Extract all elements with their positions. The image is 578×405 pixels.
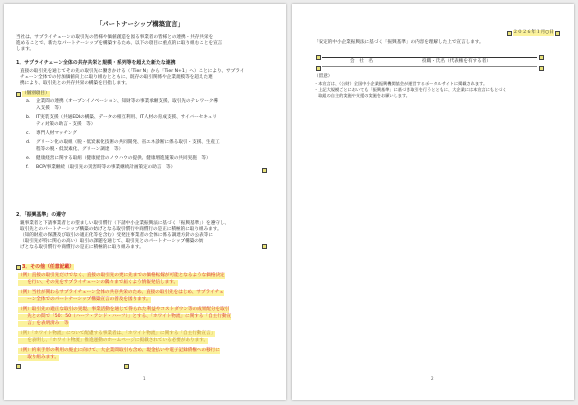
example-item: （例）直接の取引先だけでなく、直接の取引先の更に先までの価格転嫁が可能となるような価格決定 [18,273,225,278]
edit-marker-icon[interactable] [262,244,267,249]
example-item: ーン全体でのパートナーシップ構築宣言の普及を図ります。 [18,297,151,302]
example-label: （個別項目） [22,91,50,96]
edit-marker-icon[interactable] [16,364,21,369]
signature-table-bottom-border [322,66,537,67]
example-item: 取り組みます。 [18,355,59,360]
list-item-marker: f. [26,165,29,170]
representative-label: 役職・氏名（代表権を有する者） [422,59,491,64]
edit-marker-icon[interactable] [316,66,321,71]
notes-heading: （留意） [314,74,333,79]
section-2-body: （知的財産の保護及び取引の適正化等を含む）受発注事業者の全体に係る調達方針の公表等に [20,233,213,238]
list-item: 企業間の連携（オープンイノベーション、知財等の事業承継支援、取引先のテレワーク導 [36,99,219,104]
list-item: ティ対策の助言・支援 等） [36,122,96,127]
page-number: 2 [431,376,434,381]
list-item-marker: e. [26,156,31,161]
intro-line: します。 [16,47,35,52]
intro-line: 当社は、サプライチェーンの取引先の皆様や価値創造を図る事業者の皆様との連携・共存共栄を [16,35,214,40]
section-2-heading: 2．「振興基準」の遵守 [16,212,66,218]
edit-marker-icon[interactable] [16,92,21,97]
section-3-heading: 3．その他（任意記載） [22,264,75,270]
list-item: 入支援 等） [36,106,64,111]
list-item: 程等の脱・低炭素化、グリーン調達 等） [36,147,124,152]
declaration-date: ２０２６年１月○日 [513,30,554,35]
list-item: BCP/事業継続（取引先の災害時等の事業継続計画策定の助言 等） [36,165,176,170]
section-2-body: 親事業者と下請事業者との望ましい取引慣行（下請中小企業振興法に基づく「振興基準」）を遵守し、 [20,221,230,226]
page-number: 1 [143,376,146,381]
section-1-body: チェーン全体での付加価値向上に取り組むとともに、既存の取引関係や企業規模等を超えた連 [20,75,213,80]
section-2-body: 取引先とのパートナーシップ構築の妨げとなる取引慣行や商慣行の是正に積極的に取り組みます。 [20,227,222,232]
example-item: （例）「ホワイト物流」について配慮する事業者は、「ホワイト物流」に関する「自主行動宣言」 [18,331,216,336]
section-1-heading: 1．サプライチェーン全体の共存共栄と規模・系列等を超えた新たな連携 [16,60,176,66]
list-item-marker: c. [26,131,30,136]
section-2-body: （取引先が特に関心の高い）取引の課題を通じて、取引先とのパートナーシップ構築の妨 [20,239,204,244]
example-item: （例）取引先の適正な取引の実現、事業活動を通じて得られた利益やコストダウン等の成果配分を取引 [18,307,230,312]
note-line: ・上記大規模ごとにおいても「振興基準」に基づき取引を行うとともに、大企業には本宣言にもとづく [314,87,507,92]
document-page-1 [4,4,286,400]
section-1-body: 直接の取引先を通じてその先の取引先に働きかける（「Tier N」から「Tier N+1」へ）ことにより、サプライ [20,69,245,74]
list-item: グリーン化の取組（脱・低炭素化技術の共同開発、省エネ診断に係る取引・支援、生産工 [36,140,220,145]
example-item: （例）当社が関わるサプライチェーン全体の共存共栄のため、直接の取引先をはじめ、サプライチェ [18,290,224,295]
edit-marker-icon[interactable] [507,31,512,36]
section-2-body: げとなる取引慣行や商慣行の是正に積極的に取り組みます。 [20,245,144,250]
list-item: 専門人材マッチング [36,131,77,136]
page-title: 「パートナーシップ構築宣言」 [96,21,184,28]
example-item: 先との間で「50：50（ハーフ・アンド・ハーフ）」とする、「ホワイト物流」に関する「自主行動宣 [18,314,232,319]
example-item: を行い、その先をサプライチェーンの隅々まで届くよう情報発信します。 [18,280,179,285]
list-item: 健康経営に関する取組（健康経営のノウハウの提供、健康増進施策の共同実施 等） [36,156,211,161]
edit-marker-icon[interactable] [555,31,560,36]
note-line: 取組の自主的実施や支援の実施をお願いします。 [314,93,410,98]
intro-line: 進めることで、新たなパートナーシップを構築するため、以下の項目に重点的に取り組むことを宣言 [16,41,223,46]
company-name-label: 会 社 名 [350,59,373,64]
signature-table-top-border [322,57,537,58]
example-item: （例）約束手形の利用の廃止に向けて、大企業間取引も含め、現金払いや電子記録債権への移行に [18,348,220,353]
edit-marker-icon[interactable] [539,66,544,71]
example-item: を表明し、「ホワイト物流」推進運動のホームページに掲載されている必要があります。 [18,338,209,343]
list-item-marker: a. [26,99,31,104]
example-item: 言」を表明済み 等 [18,321,69,326]
edit-marker-icon[interactable] [262,168,267,173]
declaration-statement: 「安定的中小企業振興法に基づく「振興基準」の内容を理解した上で宣言します。 [314,40,484,45]
list-item-marker: d. [26,140,31,145]
edit-marker-icon[interactable] [16,265,21,270]
list-item: IT実装支援（共通EDIの構築、データの相互利用、IT人材の育成支援、サイバーセキュリ [36,115,217,120]
edit-marker-icon[interactable] [539,55,544,60]
edit-marker-icon[interactable] [316,55,321,60]
section-1-body: 携により、取引先との共存共栄の構築を目指します。 [20,81,130,86]
list-item-marker: b. [26,115,31,120]
document-page-2 [292,4,574,400]
note-line: ・本宣言は、（公財）全国中小企業振興機関協会が運営するポータルサイトに掲載されます。 [314,81,488,86]
edit-marker-icon[interactable] [124,364,129,369]
